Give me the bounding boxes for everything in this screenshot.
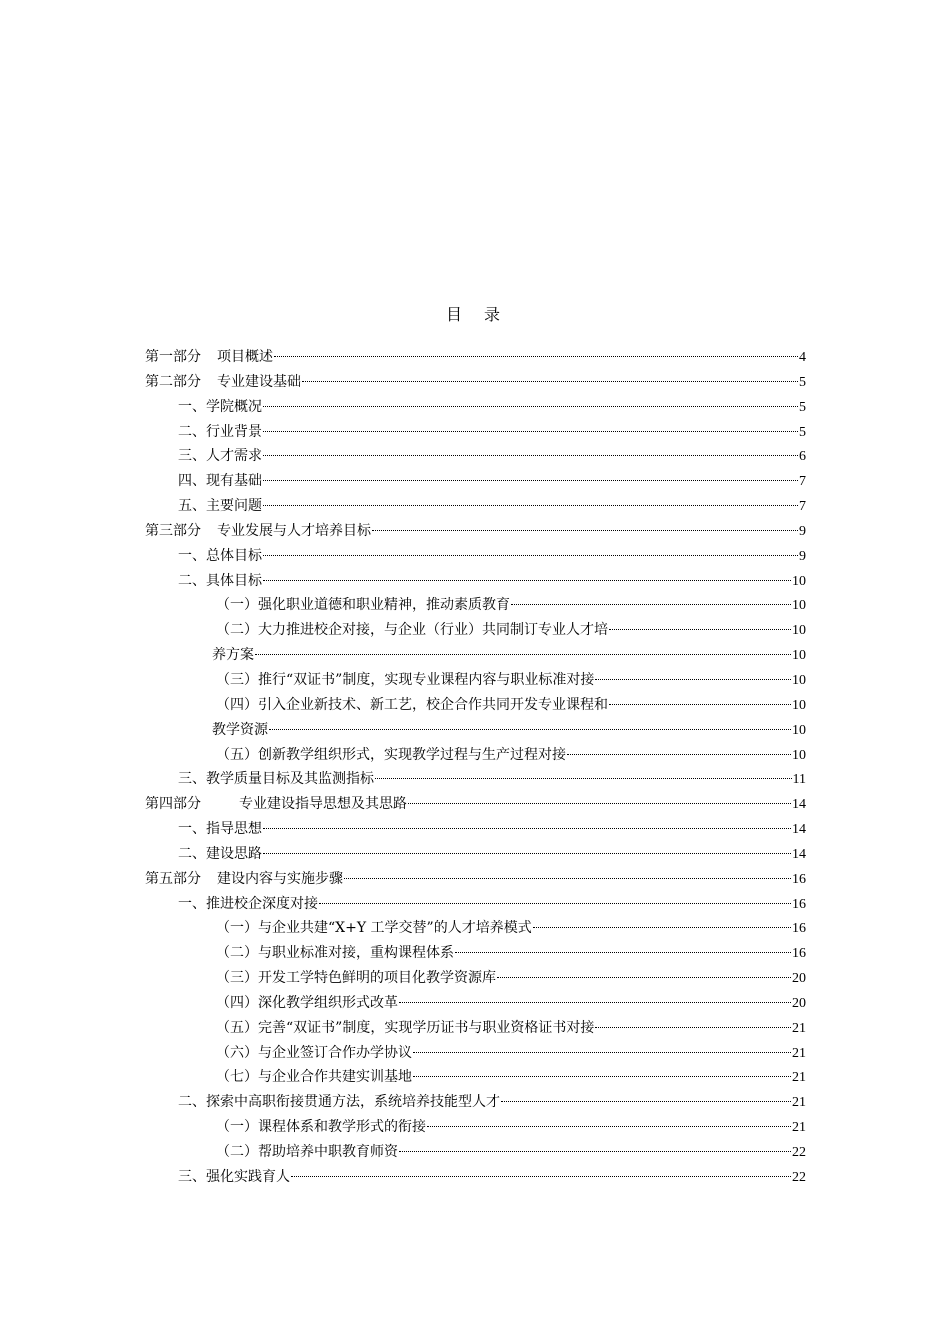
dot-leader — [274, 356, 798, 357]
toc-page-number: 16 — [792, 871, 806, 887]
dot-leader — [319, 903, 791, 904]
toc-page-number: 14 — [792, 797, 806, 813]
toc-entry[interactable] — [145, 345, 806, 370]
toc-entry-label — [216, 668, 594, 693]
toc-entry[interactable] — [145, 693, 806, 718]
toc-entry-label — [216, 593, 510, 618]
toc-entry[interactable] — [145, 966, 806, 991]
dot-leader — [302, 381, 798, 382]
toc-entry[interactable] — [145, 593, 806, 618]
toc-entry[interactable] — [145, 668, 806, 693]
dot-leader — [399, 1002, 791, 1003]
toc-entry-text: （二）与职业标准对接，重构课程体系 — [216, 945, 454, 962]
toc-entry-text: （一）课程体系和教学形式的衔接 — [216, 1119, 426, 1136]
toc-entry[interactable] — [145, 1016, 806, 1041]
toc-entry-label — [145, 345, 273, 370]
toc-entry-text: （二）大力推进校企对接，与企业（行业）共同制订专业人才培 — [216, 622, 608, 639]
toc-entry-label — [216, 1016, 594, 1041]
toc-entry[interactable] — [145, 618, 806, 643]
dot-leader — [269, 729, 791, 730]
toc-entry[interactable] — [145, 420, 806, 445]
toc-entry-text: （四）引入企业新技术、新工艺，校企合作共同开发专业课程和 — [216, 696, 608, 713]
toc-page-number: 20 — [792, 995, 806, 1011]
toc-title-part2: 录 — [484, 305, 505, 324]
toc-page-number: 20 — [792, 971, 806, 987]
toc-page-number: 21 — [792, 1045, 806, 1061]
dot-leader — [413, 1052, 791, 1053]
toc-entry-text: 二、探索中高职衔接贯通方法，系统培养技能型人才 — [178, 1094, 500, 1111]
toc-entry[interactable] — [145, 1090, 806, 1115]
toc-entry[interactable] — [145, 1065, 806, 1090]
toc-entry-text: （六）与企业签订合作办学协议 — [216, 1044, 412, 1061]
dot-leader — [263, 406, 798, 407]
toc-page-number: 7 — [799, 499, 806, 515]
toc-entry-label — [216, 916, 532, 941]
toc-entry[interactable] — [145, 643, 806, 668]
toc-page-number: 4 — [799, 350, 806, 365]
toc-part-number: 第一部分 — [145, 349, 201, 365]
toc-page-number: 10 — [792, 598, 806, 614]
toc-page-number: 21 — [792, 1120, 806, 1136]
toc-page-number: 14 — [792, 822, 806, 838]
dot-leader — [501, 1101, 791, 1102]
toc-entry-text: 专业建设基础 — [217, 373, 301, 390]
toc-entry-text: （七）与企业合作共建实训基地 — [216, 1069, 412, 1086]
toc-entry[interactable] — [145, 817, 806, 842]
toc-page-number: 22 — [792, 1169, 806, 1185]
dot-leader — [263, 853, 791, 854]
toc-page-number: 22 — [792, 1145, 806, 1160]
toc-entry-text: 三、人才需求 — [178, 448, 262, 465]
dot-leader — [291, 1176, 791, 1177]
dot-leader — [595, 1027, 791, 1028]
toc-entry-text: 二、具体目标 — [178, 572, 262, 589]
toc-page-number: 21 — [792, 1070, 806, 1086]
toc-entry-text: 一、指导思想 — [178, 821, 262, 838]
toc-page-number: 14 — [792, 846, 806, 862]
toc-entry-text: 专业建设指导思想及其思路 — [239, 796, 407, 813]
toc-entry-label — [212, 718, 268, 743]
dot-leader — [609, 704, 791, 705]
toc-part-number: 第三部分 — [145, 522, 201, 539]
toc-entry-text: （一）与企业共建“X+Y 工学交替”的人才培养模式 — [216, 920, 532, 937]
toc-entry-label — [178, 444, 262, 469]
dot-leader — [413, 1076, 791, 1077]
toc-page-number: 10 — [792, 747, 806, 763]
toc-entry-label — [216, 1065, 412, 1090]
toc-entry-text: （二）帮助培养中职教育师资 — [216, 1144, 398, 1160]
dot-leader — [263, 431, 798, 432]
dot-leader — [344, 878, 791, 879]
dot-leader — [263, 555, 798, 556]
toc-entry-label — [216, 966, 496, 991]
toc-entry-label — [178, 767, 374, 792]
dot-leader — [263, 580, 791, 581]
dot-leader — [263, 505, 798, 506]
toc-page-number: 16 — [792, 946, 806, 962]
toc-entry-text: （一）强化职业道德和职业精神，推动素质教育 — [216, 597, 510, 614]
table-of-contents — [145, 345, 806, 1190]
toc-entry-label — [178, 1165, 290, 1190]
toc-entry-label — [178, 569, 262, 594]
toc-page-number: 16 — [792, 896, 806, 912]
dot-leader — [408, 803, 791, 804]
toc-entry-text: （三）推行“双证书”制度，实现专业课程内容与职业标准对接 — [216, 671, 595, 688]
toc-entry-text: 一、总体目标 — [178, 547, 262, 564]
toc-entry[interactable] — [145, 941, 806, 966]
dot-leader — [375, 778, 792, 779]
toc-entry[interactable] — [145, 469, 806, 494]
toc-page-number: 10 — [792, 573, 806, 589]
dot-leader — [455, 952, 791, 953]
toc-entry-label — [178, 469, 262, 494]
toc-entry-text: 二、建设思路 — [178, 845, 262, 862]
toc-entry-label — [216, 618, 608, 643]
toc-entry-text: （五）创新教学组织形式，实现教学过程与生产过程对接 — [216, 746, 566, 763]
toc-entry-text: 一、推进校企深度对接 — [178, 895, 318, 912]
toc-entry-text: （五）完善“双证书”制度，实现学历证书与职业资格证书对接 — [216, 1019, 595, 1036]
toc-part-number: 第二部分 — [145, 373, 201, 390]
toc-page-number: 10 — [792, 648, 806, 664]
toc-entry-label — [216, 1041, 412, 1066]
toc-entry-label — [178, 892, 318, 917]
toc-entry-text: 一、学院概况 — [178, 398, 262, 415]
toc-entry[interactable] — [145, 1165, 806, 1190]
dot-leader — [399, 1151, 791, 1152]
toc-page-number: 5 — [799, 374, 806, 390]
toc-entry-label — [216, 1115, 426, 1140]
toc-entry[interactable] — [145, 1041, 806, 1066]
toc-entry[interactable] — [145, 569, 806, 594]
toc-entry[interactable] — [145, 395, 806, 420]
dot-leader — [595, 679, 791, 680]
dot-leader — [372, 530, 798, 531]
toc-entry-text: 专业发展与人才培养目标 — [217, 522, 371, 539]
toc-entry-label — [178, 842, 262, 867]
toc-entry-text: 四、现有基础 — [178, 473, 262, 490]
toc-part-number: 第四部分 — [145, 796, 201, 813]
dot-leader — [427, 1126, 791, 1127]
toc-entry-text: 教学资源 — [212, 721, 268, 738]
toc-entry-label — [216, 941, 454, 966]
toc-page-number: 21 — [792, 1095, 806, 1111]
toc-entry-text: 三、教学质量目标及其监测指标 — [178, 771, 374, 788]
toc-entry[interactable] — [145, 544, 806, 569]
toc-entry-label — [216, 1140, 398, 1165]
toc-page-number: 7 — [799, 474, 806, 490]
toc-page-number: 9 — [799, 523, 806, 539]
toc-entry-label — [216, 743, 566, 768]
toc-entry-label — [216, 991, 398, 1016]
toc-page-number: 10 — [792, 722, 806, 738]
dot-leader — [263, 480, 798, 481]
toc-page-number: 16 — [792, 921, 806, 937]
toc-entry[interactable] — [145, 867, 806, 892]
toc-entry-label — [145, 792, 407, 817]
toc-entry[interactable] — [145, 444, 806, 469]
toc-entry[interactable] — [145, 792, 806, 817]
toc-entry[interactable] — [145, 494, 806, 519]
toc-entry-text: 建设内容与实施步骤 — [217, 870, 343, 887]
toc-title-part1: 目 — [445, 305, 466, 324]
toc-page-number: 10 — [792, 697, 806, 713]
toc-entry-label — [212, 643, 254, 668]
toc-entry-label — [178, 817, 262, 842]
toc-entry[interactable] — [145, 519, 806, 544]
toc-entry[interactable] — [145, 767, 806, 792]
toc-entry[interactable] — [145, 718, 806, 743]
toc-part-number: 第五部分 — [145, 870, 201, 887]
toc-entry[interactable] — [145, 1115, 806, 1140]
toc-entry-label — [178, 544, 262, 569]
toc-entry-label — [178, 420, 262, 445]
toc-entry-label — [178, 494, 262, 519]
toc-entry-text: 养方案 — [212, 647, 254, 664]
toc-entry-text: 二、行业背景 — [178, 423, 262, 440]
dot-leader — [533, 927, 791, 928]
dot-leader — [609, 629, 791, 630]
toc-page-number: 11 — [792, 772, 806, 788]
toc-entry[interactable] — [145, 842, 806, 867]
toc-title — [0, 304, 950, 326]
toc-entry-text: 三、强化实践育人 — [178, 1168, 290, 1185]
toc-entry[interactable] — [145, 991, 806, 1016]
dot-leader — [263, 455, 798, 456]
toc-entry[interactable] — [145, 892, 806, 917]
toc-entry-label — [145, 867, 343, 892]
toc-entry-label — [145, 370, 301, 395]
toc-entry-label — [178, 395, 262, 420]
toc-page-number: 6 — [799, 449, 806, 465]
dot-leader — [567, 754, 791, 755]
toc-entry[interactable] — [145, 743, 806, 768]
dot-leader — [511, 604, 791, 605]
toc-entry-text: （四）深化教学组织形式改革 — [216, 994, 398, 1011]
dot-leader — [263, 828, 791, 829]
toc-page-number: 21 — [792, 1020, 806, 1036]
toc-entry-label — [216, 693, 608, 718]
toc-entry-label — [178, 1090, 500, 1115]
toc-entry[interactable] — [145, 916, 806, 941]
dot-leader — [255, 654, 791, 655]
toc-entry[interactable] — [145, 370, 806, 395]
toc-page-number: 10 — [792, 623, 806, 639]
toc-entry-label — [145, 519, 371, 544]
toc-entry-text: 项目概述 — [217, 349, 273, 365]
toc-entry-text: （三）开发工学特色鲜明的项目化教学资源库 — [216, 970, 496, 987]
toc-entry[interactable] — [145, 1140, 806, 1165]
toc-entry-text: 五、主要问题 — [178, 498, 262, 515]
toc-page-number: 5 — [799, 399, 806, 415]
toc-page-number: 9 — [799, 548, 806, 564]
toc-page-number: 10 — [792, 672, 806, 688]
toc-page-number: 5 — [799, 424, 806, 440]
dot-leader — [497, 977, 791, 978]
